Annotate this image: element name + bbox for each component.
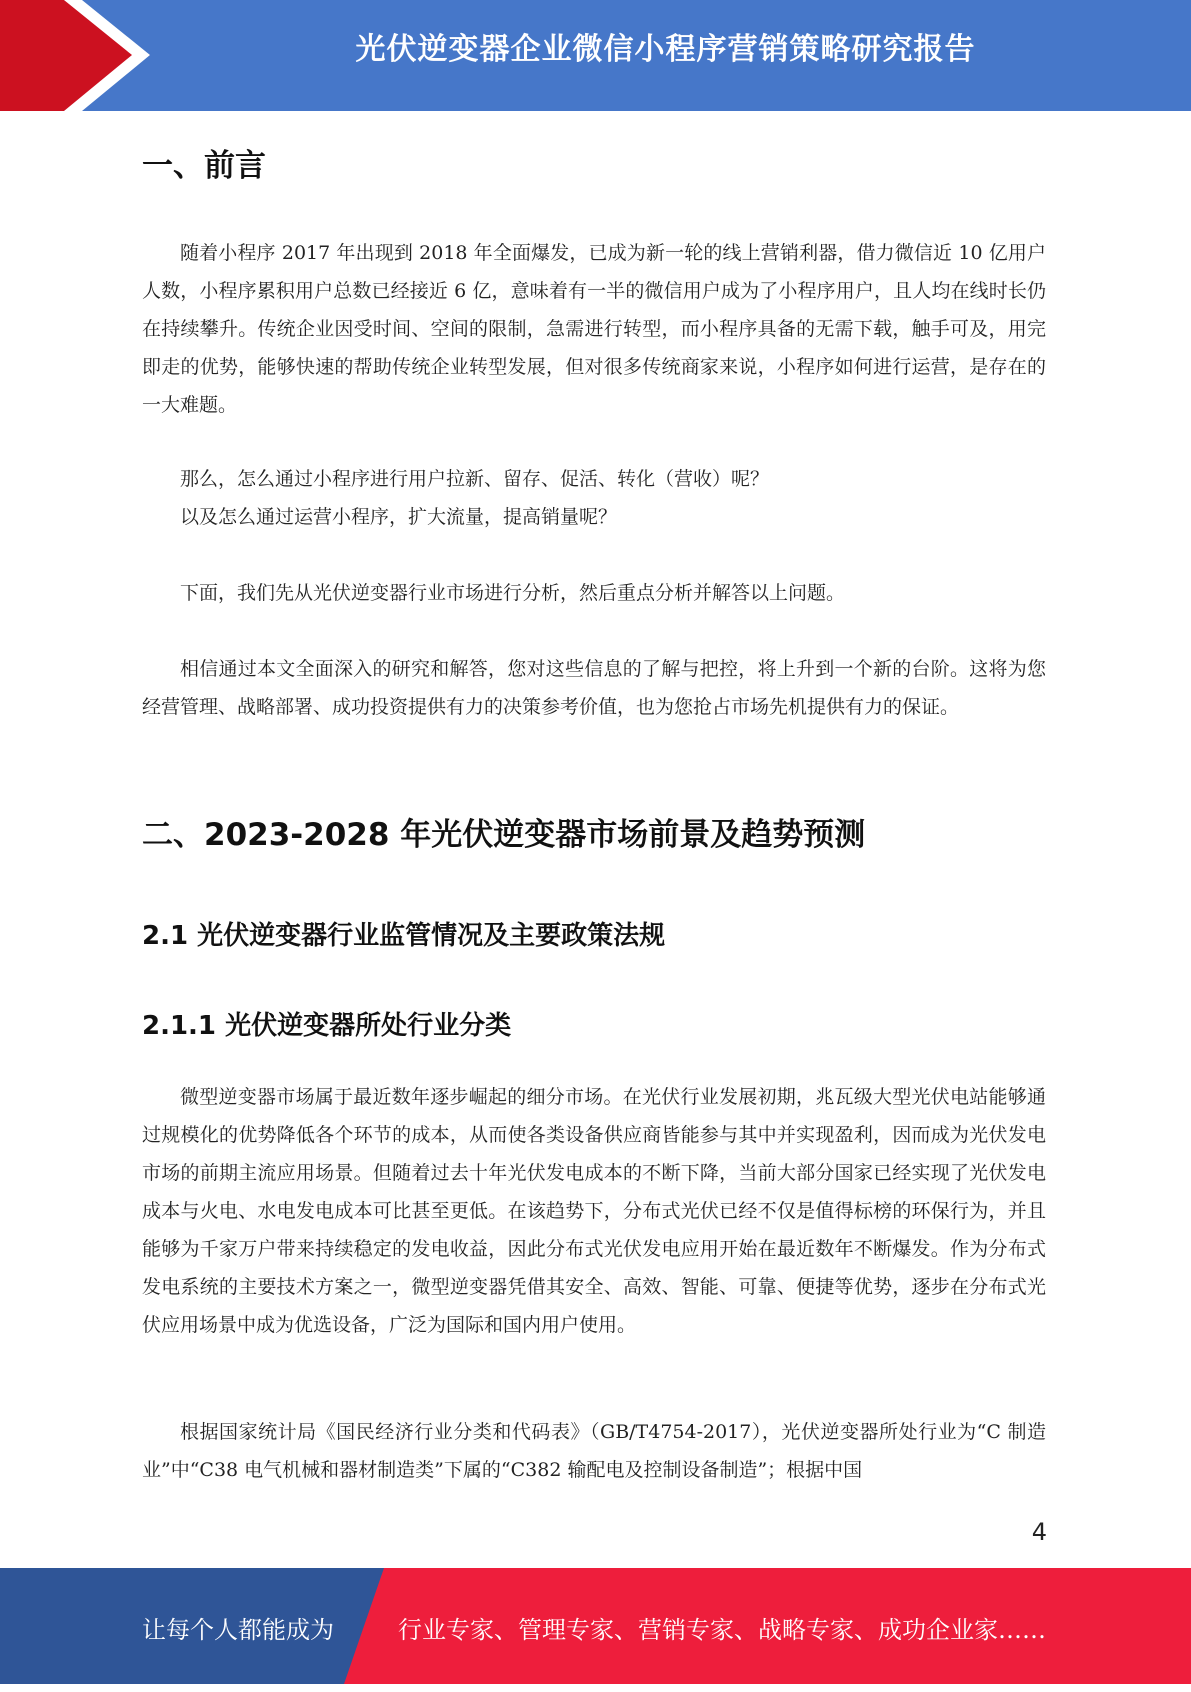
page-footer — [0, 1568, 1191, 1684]
subsection-heading-classification: 2.1.1 光伏逆变器所处行业分类 — [142, 1011, 512, 1041]
section-heading-market-forecast: 二、2023-2028 年光伏逆变器市场前景及趋势预测 — [142, 817, 866, 853]
paragraph: 根据国家统计局《国民经济行业分类和代码表》（GB/T4754-2017），光伏逆变器所处行业为“C 制造业”中“C38 电气机械和器材制造类”下属的“C382 输配电及控制设备制造”；根据中国 — [142, 1421, 1046, 1481]
paragraph: 随着小程序 2017 年出现到 2018 年全面爆发，已成为新一轮的线上营销利器，借力微信近 10 亿用户人数，小程序累积用户总数已经接近 6 亿，意味着有一半的微信用户成为了小程序用户，且人均在线时长仍在持续攀升。传统企业因受时间、空间的限制，急需进行转型，而小程序具备的无需下载，触手可及，用完即走的优势，能够快速的帮助传统企业转型发展，但对很多传统商家来说，小程序如何进行运营，是存在的一大难题。 — [142, 242, 1046, 416]
paragraph: 下面，我们先从光伏逆变器行业市场进行分析，然后重点分析并解答以上问题。 — [180, 582, 846, 604]
paragraph: 以及怎么通过运营小程序，扩大流量，提高销量呢？ — [180, 506, 618, 528]
footer-slogan-left: 让每个人都能成为 — [142, 1616, 334, 1644]
report-title: 光伏逆变器企业微信小程序营销策略研究报告 — [355, 32, 976, 67]
footer-slogan-right: 行业专家、管理专家、营销专家、战略专家、成功企业家…… — [398, 1616, 1046, 1644]
paragraph: 微型逆变器市场属于最近数年逐步崛起的细分市场。在光伏行业发展初期，兆瓦级大型光伏电站能够通过规模化的优势降低各个环节的成本，从而使各类设备供应商皆能参与其中并实现盈利，因而成为光伏发电市场的前期主流应用场景。但随着过去十年光伏发电成本的不断下降，当前大部分国家已经实现了光伏发电成本与火电、水电发电成本可比甚至更低。在该趋势下，分布式光伏已经不仅是值得标榜的环保行为，并且能够为千家万户带来持续稳定的发电收益，因此分布式光伏发电应用开始在最近数年不断爆发。作为分布式发电系统的主要技术方案之一，微型逆变器凭借其安全、高效、智能、可靠、便捷等优势，逐步在分布式光伏应用场景中成为优选设备，广泛为国际和国内用户使用。 — [142, 1086, 1046, 1336]
paragraph: 那么，怎么通过小程序进行用户拉新、留存、促活、转化（营收）呢？ — [180, 468, 770, 490]
subsection-heading-regulation: 2.1 光伏逆变器行业监管情况及主要政策法规 — [142, 921, 666, 951]
page-number: 4 — [1031, 1518, 1047, 1546]
section-heading-preface: 一、前言 — [142, 148, 266, 184]
page-header — [0, 0, 1191, 111]
paragraph: 相信通过本文全面深入的研究和解答，您对这些信息的了解与把控，将上升到一个新的台阶。这将为您经营管理、战略部署、成功投资提供有力的决策参考价值，也为您抢占市场先机提供有力的保证。 — [142, 658, 1046, 718]
